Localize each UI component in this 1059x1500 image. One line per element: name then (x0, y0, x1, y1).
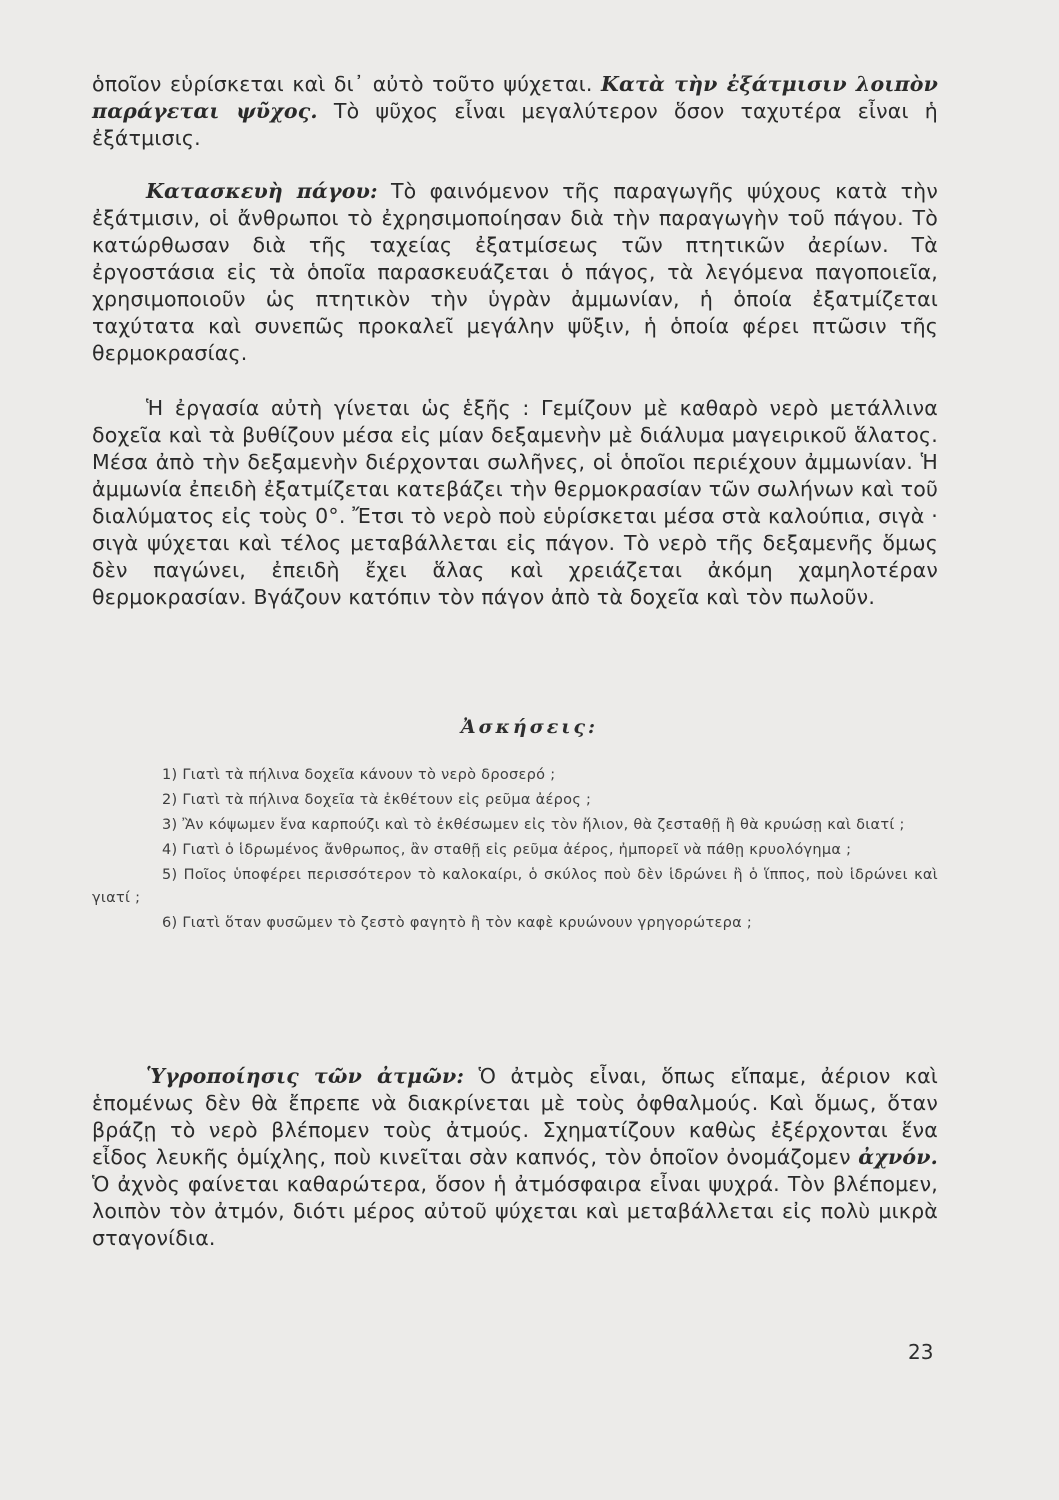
exercise-item: 1) Γιατὶ τὰ πήλινα δοχεῖα κάνουν τὸ νερὸ δροσερό ; (162, 767, 556, 783)
exercise-item: 3) Ἂν κόψωμεν ἕνα καρπούζι καὶ τὸ ἐκθέσωμεν εἰς τὸν ἥλιον, θὰ ζεσταθῇ ἢ θὰ κρυώσῃ καὶ διατί ; (162, 817, 905, 833)
intro-italic-phrase: Κατὰ τὴν ἐξάτμισιν λοιπὸν παράγεται ψῦχος. (92, 72, 938, 123)
vapor-text-2: Ὁ ἀχνὸς φαίνεται καθαρώτερα, ὅσον ἡ ἀτμόσφαιρα εἶναι ψυχρά. Τὸν βλέπομεν, λοιπὸν τὸν ἀτμόν, διότι μέρος αὐτοῦ ψύχεται καὶ μεταβάλλεται εἰς πολὺ μικρὰ σταγονίδια. (92, 1172, 938, 1250)
vapor-text-1: Ὁ ἀτμὸς εἶναι, ὅπως εἴπαμε, ἀέριον καὶ ἑπομένως δὲν θὰ ἔπρεπε νὰ διακρίνεται μὲ τοὺς ὀφθαλμούς. Καὶ ὅμως, ὅταν βράζῃ τὸ νερὸ βλέπομεν τοὺς ἀτμούς. Σχηματίζουν καθὼς ἐξέρχονται ἕνα εἶδος λευκῆς ὁμίχλης, ποὺ κινεῖται σὰν καπνός, τὸν ὁποῖον ὀνομάζομεν (92, 1064, 938, 1169)
process-paragraph (92, 395, 938, 611)
ice-production-paragraph (92, 178, 938, 367)
exercise-list (92, 764, 938, 937)
vapor-paragraph (92, 1063, 938, 1252)
vapor-heading: Ὑγροποίησις τῶν ἀτμῶν: (146, 1064, 465, 1088)
vapor-term: ἀχνόν. (858, 1145, 938, 1169)
ice-production-heading: Κατασκευὴ πάγου: (146, 179, 378, 203)
page-number: 23 (908, 1340, 934, 1364)
exercise-item: 6) Γιατὶ ὅταν φυσῶμεν τὸ ζεστὸ φαγητὸ ἢ τὸν καφὲ κρυώνουν γρηγορώτερα ; (162, 914, 753, 931)
exercise-item: 5) Ποῖος ὑποφέρει περισσότερον τὸ καλοκαίρι, ὁ σκύλος ποὺ δὲν ἱδρώνει ἢ ὁ ἵππος, ποὺ ἱδρώνει καὶ γιατί ; (92, 867, 938, 906)
intro-tail-text: Τὸ ψῦχος εἶναι μεγαλύτερον ὅσον ταχυτέρα εἶναι ἡ ἐξάτμισις. (92, 99, 938, 150)
intro-paragraph (92, 71, 938, 152)
exercise-item: 2) Γιατὶ τὰ πήλινα δοχεῖα τὰ ἐκθέτουν εἰς ρεῦμα ἀέρος ; (162, 792, 592, 808)
ice-production-text: Τὸ φαινόμενον τῆς παραγωγῆς ψύχους κατὰ τὴν ἐξάτμισιν, οἱ ἄνθρωποι τὸ ἐχρησιμοποίησαν διὰ τὴν παραγωγὴν τοῦ πάγου. Τὸ κατώρθωσαν διὰ τῆς ταχείας ἐξατμίσεως τῶν πτητικῶν ἀερίων. Τὰ ἐργοστάσια εἰς τὰ ὁποῖα παρασκευάζεται ὁ πάγος, τὰ λεγόμενα παγοποιεῖα, χρησιμοποιοῦν ὡς πτητικὸν τὴν ὑγρὰν ἀμμωνίαν, ἡ ὁποία ἐξατμίζεται ταχύτατα καὶ συνεπῶς προκαλεῖ μεγάλην ψῦξιν, ἡ ὁποία φέρει πτῶσιν τῆς θερμοκρασίας. (92, 179, 938, 365)
exercises-heading: Ἀσκήσεις: (460, 716, 599, 738)
intro-lead-text: ὁποῖον εὑρίσκεται καὶ δι᾽ αὐτὸ τοῦτο ψύχεται. (92, 72, 602, 96)
process-text: Ἡ ἐργασία αὐτὴ γίνεται ὡς ἑξῆς : Γεμίζουν μὲ καθαρὸ νερὸ μετάλλινα δοχεῖα καὶ τὰ βυθίζουν μέσα εἰς μίαν δεξαμενὴν μὲ διάλυμα μαγειρικοῦ ἅλατος. Μέσα ἀπὸ τὴν δεξαμενὴν διέρχονται σωλῆνες, οἱ ὁποῖοι περιέχουν ἀμμωνίαν. Ἡ ἀμμωνία ἐπειδὴ ἐξατμίζεται κατεβάζει τὴν θερμοκρασίαν τῶν σωλήνων καὶ τοῦ διαλύματος εἰς τοὺς 0°. Ἔτσι τὸ νερὸ ποὺ εὑρίσκεται μέσα στὰ καλούπια, σιγὰ · σιγὰ ψύχεται καὶ τέλος μεταβάλλεται εἰς πάγον. Τὸ νερὸ τῆς δεξαμενῆς ὅμως δὲν παγώνει, ἐπειδὴ ἔχει ἅλας καὶ χρειάζεται ἀκόμη χαμηλοτέραν θερμοκρασίαν. Βγάζουν κατόπιν τὸν πάγον ἀπὸ τὰ δοχεῖα καὶ τὸν πωλοῦν. (92, 396, 938, 609)
exercise-item: 4) Γιατὶ ὁ ἱδρωμένος ἄνθρωπος, ἂν σταθῇ εἰς ρεῦμα ἀέρος, ἠμπορεῖ νὰ πάθῃ κρυολόγημα ; (162, 842, 852, 858)
